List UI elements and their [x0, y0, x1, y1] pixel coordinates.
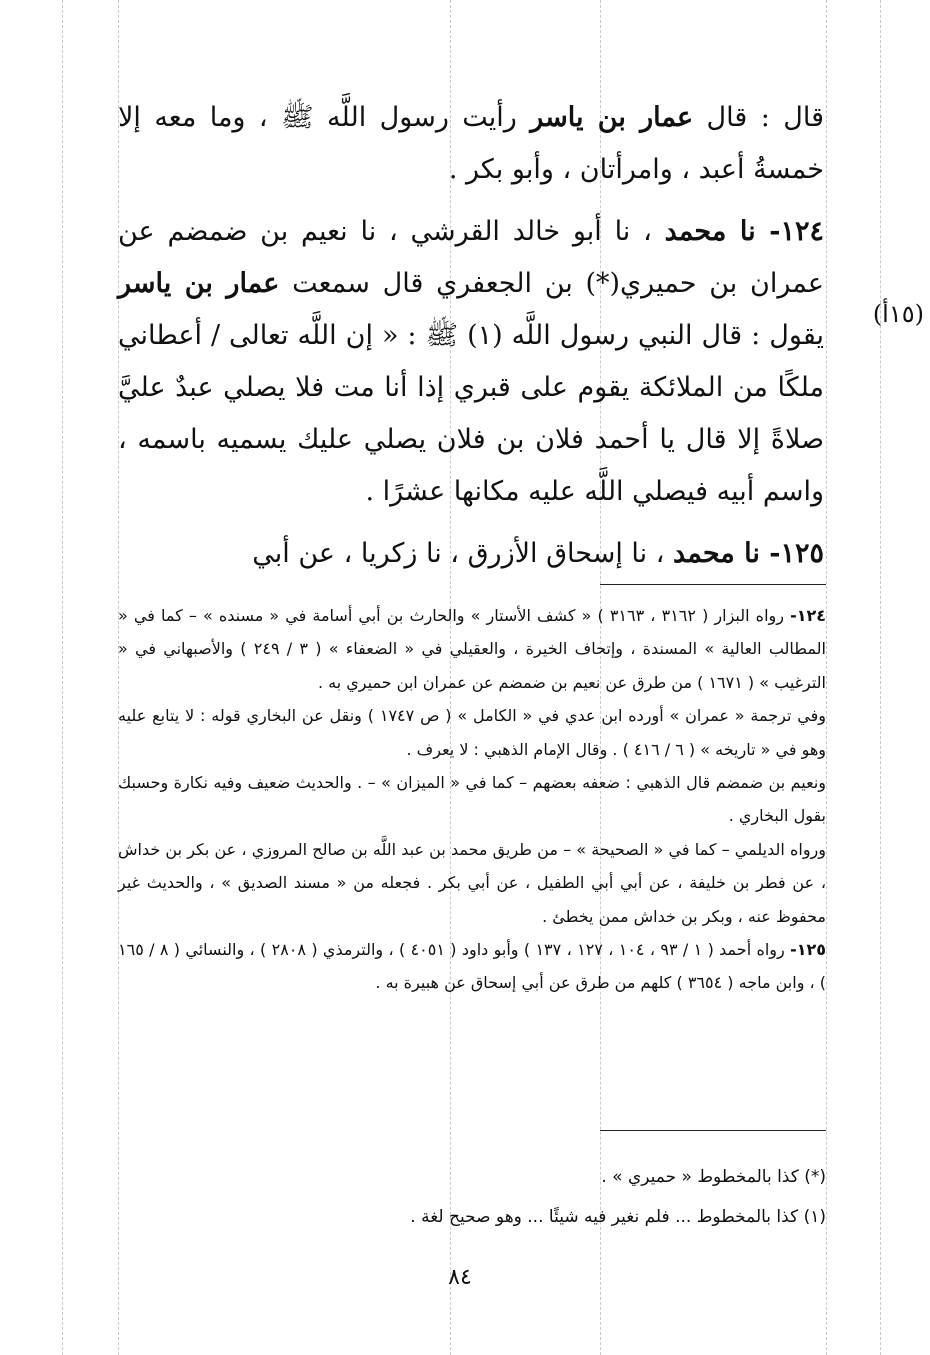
hadith-125: ١٢٥- نا محمد ، نا إسحاق الأزرق ، نا زكريا ، عن أبي	[252, 538, 824, 569]
hadith-124: ١٢٤- نا محمد ، نا أبو خالد القرشي ، نا نعيم بن ضمضم عن عمران بن حميري(*) بن الجعفري قال سمعت عمار بن ياسر يقول : قال النبي رسول اللَّه (١) ﷺ : « إن اللَّه تعالى / أعطاني ملكًا من الملائكة يقوم على قبري إذا أنا مت فلا يصلي عبدٌ عليَّ صلاةً إلا قال يا أحمد فلان بن فلان يصلي عليك يسميه باسمه ، واسم أبيه فيصلي اللَّه عليه مكانها عشرًا .	[118, 216, 824, 507]
note-125: ١٢٥- رواه أحمد ( ١ / ٩٣ ، ١٠٤ ، ١٢٧ ، ١٣٧ ) وأبو داود ( ٤٠٥١ ) ، والترمذي ( ٢٨٠٨ ) ، والنسائي ( ٨ / ١٦٥ ) ، وابن ماجه ( ٣٦٥٤ ) كلهم من طرق عن أبي إسحاق عن هبيرة به .	[118, 940, 827, 993]
note-number: ١٢٤-	[790, 606, 827, 625]
paragraph-intro: قال : قال عمار بن ياسر رأيت رسول اللَّه ﷺ ، وما معه إلا خمسةُ أعبد ، وامرأتان ، وأبو بكر .	[118, 102, 824, 185]
footnote-divider	[600, 584, 826, 585]
narrator-name: محمد	[673, 538, 745, 569]
note-124: ١٢٤- رواه البزار ( ٣١٦٢ ، ٣١٦٣ ) « كشف الأستار » والحارث بن أبي أسامة في « مسنده » – كما في « المطالب العالية » المسندة ، وإتحاف الخيرة ، والعقيلي في « الضعفاء » ( ٣ / ٢٤٩ ) والأصبهاني في « الترغيب » ( ١٦٧١ ) من طرق عن نعيم بن ضمضم عن عمران ابن حميري به .	[118, 606, 827, 692]
hadith-number: ١٢٤- نا	[739, 216, 824, 247]
hadith-number: ١٢٥- نا	[744, 538, 824, 569]
manuscript-folio-mark: (١٥أ)	[872, 300, 924, 328]
note-number: ١٢٥-	[790, 940, 827, 960]
scan-guide-line	[880, 0, 881, 1355]
footnote-one: (١) كذا بالمخطوط ... فلم نغير فيه شيئًا ... وهو صحيح لغة .	[410, 1207, 826, 1227]
note-paragraph: ونعيم بن ضمضم قال الذهبي : ضعفه بعضهم – كما في « الميزان » – . والحديث ضعيف وفيه نكارة وحسبك بقول البخاري .	[118, 773, 826, 826]
main-text	[118, 92, 824, 580]
footnote-divider	[600, 1130, 826, 1131]
editor-footnotes	[118, 1157, 826, 1237]
takhrij-notes	[118, 599, 826, 1000]
narrator-name: عمار بن ياسر	[118, 268, 280, 299]
scan-guide-line	[62, 0, 63, 1355]
note-paragraph: ورواه الديلمي – كما في « الصحيحة » – من طريق محمد بن عبد اللَّه بن صالح المروزي ، عن بكر بن خداش ، عن فطر بن خليفة ، عن أبي أبي الطفيل ، عن أبي بكر . فجعله من « مسند الصديق » ، والحديث غير محفوظ عنه ، وبكر بن خداش ممن يخطئ .	[118, 839, 826, 926]
footnote-star: (*) كذا بالمخطوط « حميري » .	[601, 1167, 826, 1187]
page-number: ٨٤	[448, 1265, 472, 1290]
scan-guide-line	[826, 0, 827, 1355]
narrator-name: عمار بن ياسر	[530, 102, 694, 133]
note-paragraph: وفي ترجمة « عمران » أورده ابن عدي في « الكامل » ( ص ١٧٤٧ ) ونقل عن البخاري قوله : لا يتابع عليه وهو في « تاريخه » ( ٦ / ٤١٦ ) . وقال الإمام الذهبي : لا يعرف .	[118, 706, 826, 759]
narrator-name: محمد	[664, 216, 740, 247]
